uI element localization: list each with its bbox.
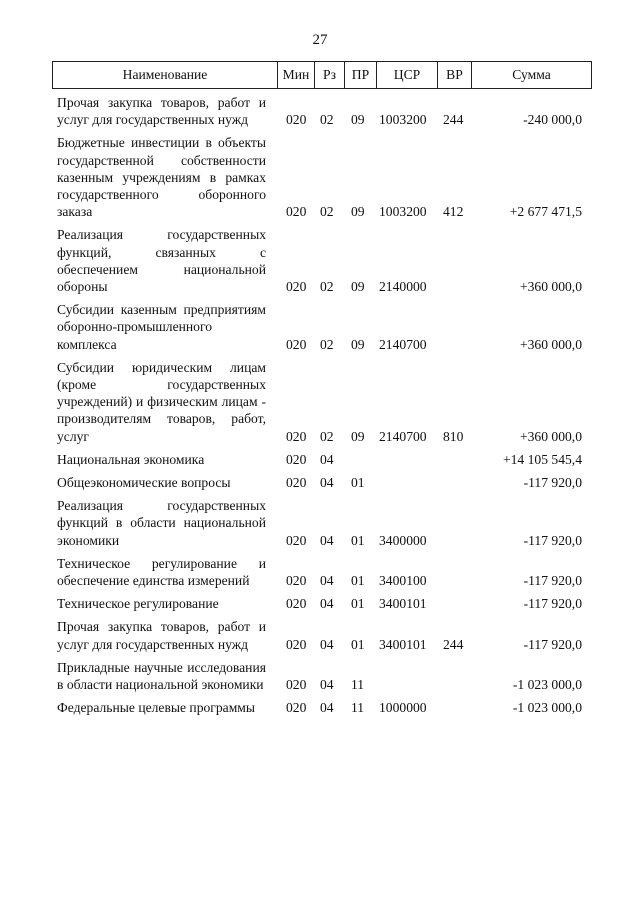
header-min: Мин [278, 62, 315, 88]
row-sum: +360 000,0 [519, 279, 582, 295]
row-sum: -117 920,0 [523, 573, 582, 589]
row-pr: 01 [351, 573, 365, 589]
row-rz: 04 [320, 573, 334, 589]
row-pr: 09 [351, 336, 365, 352]
row-min: 020 [286, 428, 307, 444]
row-csr: 2140000 [379, 279, 427, 295]
row-sum: +14 105 545,4 [502, 451, 582, 467]
table-row [0, 595, 640, 612]
row-sum: -117 920,0 [523, 636, 582, 652]
table-row [0, 359, 640, 445]
row-rz: 04 [320, 451, 334, 467]
table-body [0, 94, 640, 723]
row-csr: 3400100 [379, 573, 427, 589]
row-csr: 3400101 [379, 596, 427, 612]
row-name: Национальная экономика [57, 451, 205, 467]
row-pr: 01 [351, 532, 365, 548]
row-sum: +360 000,0 [519, 428, 582, 444]
table-row [0, 659, 640, 693]
row-rz: 02 [320, 112, 334, 128]
row-rz: 04 [320, 700, 334, 716]
row-csr: 1003200 [379, 112, 427, 128]
row-pr: 01 [351, 636, 365, 652]
table-row [0, 699, 640, 716]
row-rz: 04 [320, 532, 334, 548]
page-number: 27 [312, 32, 328, 48]
row-pr: 11 [351, 677, 365, 693]
table-row [0, 618, 640, 652]
row-name: Реализация государственных функций в области национальной экономики [57, 498, 266, 548]
row-min: 020 [286, 279, 307, 295]
table-row [0, 497, 640, 549]
table-row [0, 94, 640, 128]
row-rz: 04 [320, 475, 334, 491]
row-vr: 810 [443, 428, 464, 444]
row-pr: 09 [351, 204, 365, 220]
row-pr: 01 [351, 475, 365, 491]
row-vr: 412 [443, 204, 464, 220]
row-rz: 02 [320, 336, 334, 352]
row-name: Реализация государственных функций, связанных с обеспечением национальной обороны [57, 227, 266, 295]
row-name: Прочая закупка товаров, работ и услуг для государственных нужд [57, 95, 266, 128]
row-sum: -117 920,0 [523, 475, 582, 491]
row-vr: 244 [443, 112, 464, 128]
header-name: Наименование [53, 62, 278, 88]
row-csr: 2140700 [379, 336, 427, 352]
row-name: Субсидии юридическим лицам (кроме государственных учреждений) и физическим лицам - производителям товаров, работ, услуг [57, 359, 266, 444]
header-pr: ПР [345, 62, 377, 88]
row-pr: 11 [351, 700, 365, 716]
row-min: 020 [286, 204, 307, 220]
row-rz: 04 [320, 677, 334, 693]
table-row [0, 474, 640, 491]
row-name: Техническое регулирование и обеспечение единства измерений [57, 555, 266, 589]
row-sum: -1 023 000,0 [512, 677, 582, 693]
table-row [0, 226, 640, 295]
table-row [0, 555, 640, 589]
row-csr: 1003200 [379, 204, 427, 220]
row-min: 020 [286, 451, 307, 467]
table-row [0, 451, 640, 468]
row-sum: -117 920,0 [523, 596, 582, 612]
row-sum: +360 000,0 [519, 336, 582, 352]
row-rz: 02 [320, 428, 334, 444]
row-rz: 04 [320, 596, 334, 612]
row-rz: 04 [320, 636, 334, 652]
row-min: 020 [286, 112, 307, 128]
header-vr: ВР [438, 62, 472, 88]
row-min: 020 [286, 596, 307, 612]
row-name: Общеэкономические вопросы [57, 475, 231, 491]
row-min: 020 [286, 475, 307, 491]
row-pr: 09 [351, 428, 365, 444]
row-min: 020 [286, 573, 307, 589]
header-rz: Рз [315, 62, 345, 88]
table-header [52, 61, 592, 89]
row-min: 020 [286, 336, 307, 352]
header-sum: Сумма [512, 67, 551, 82]
row-csr: 2140700 [379, 428, 427, 444]
row-name: Прочая закупка товаров, работ и услуг для государственных нужд [57, 619, 266, 652]
row-name: Прикладные научные исследования в области национальной экономики [57, 659, 266, 693]
row-name: Федеральные целевые программы [57, 700, 256, 716]
row-sum: -1 023 000,0 [512, 700, 582, 716]
row-rz: 02 [320, 204, 334, 220]
row-name: Техническое регулирование [57, 596, 219, 612]
row-sum: -117 920,0 [523, 532, 582, 548]
row-pr: 01 [351, 596, 365, 612]
row-csr: 3400000 [379, 532, 427, 548]
table-row [0, 134, 640, 220]
row-rz: 02 [320, 279, 334, 295]
table-row [0, 301, 640, 353]
row-sum: +2 677 471,5 [509, 204, 582, 220]
row-min: 020 [286, 677, 307, 693]
header-csr: ЦСР [377, 62, 438, 88]
row-sum: -240 000,0 [523, 112, 582, 128]
row-pr: 09 [351, 279, 365, 295]
row-csr: 3400101 [379, 636, 427, 652]
row-name: Бюджетные инвестиции в объекты государственной собственности казенным учреждениям в рамках государственного оборонного заказа [57, 135, 266, 220]
row-vr: 244 [443, 636, 464, 652]
row-min: 020 [286, 636, 307, 652]
row-pr: 09 [351, 112, 365, 128]
row-min: 020 [286, 532, 307, 548]
row-csr: 1000000 [379, 700, 427, 716]
row-name: Субсидии казенным предприятиям оборонно-промышленного комплекса [57, 302, 266, 352]
row-min: 020 [286, 700, 307, 716]
